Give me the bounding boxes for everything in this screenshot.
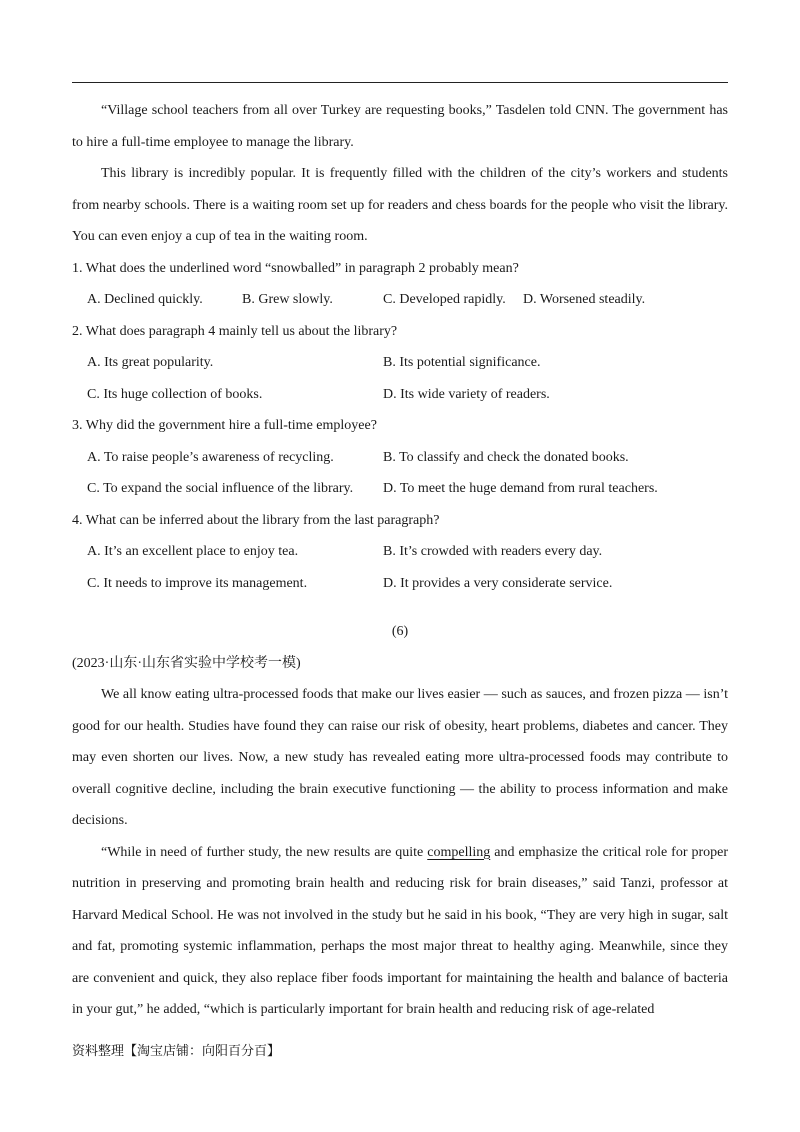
option-a: A. To raise people’s awareness of recycling. xyxy=(87,449,334,465)
question-options xyxy=(72,379,728,411)
passage-paragraph: “Village school teachers from all over Turkey are requesting books,” Tasdelen told CNN. The government has to hire a full-time employee to manage the library. xyxy=(72,103,728,150)
option-c: C. Its huge collection of books. xyxy=(87,386,263,402)
underlined-word: compelling xyxy=(427,844,491,860)
section-number: (6) xyxy=(391,624,409,639)
option-d: D. It provides a very considerate service. xyxy=(383,575,613,591)
question-stem: 2. What does paragraph 4 mainly tell us about the library? xyxy=(72,323,398,339)
header-rule xyxy=(72,82,728,83)
option-a: A. Declined quickly. xyxy=(87,292,203,307)
question-options xyxy=(72,536,728,568)
section-spacer xyxy=(72,599,728,616)
option-a: A. It’s an excellent place to enjoy tea. xyxy=(87,544,299,559)
footer-note: 资料整理【淘宝店铺：向阳百分百】 xyxy=(72,1044,281,1059)
text-run: and emphasize the critical role for proper nutrition in preserving and promoting brain health and reducing risk for brain diseases,” said Tanzi, professor at Harvard Medical School. He was not involved in the study but he said in his book, “They are very high in sugar, salt and fat, promoting systemic inflammation, perhaps the most major threat to healthy aging. Meanwhile, since they are convenient and quick, they also replace fiber foods important for maintaining the health and balance of bacteria in your gut,” he added, “which is particularly important for brain health and reducing risk of age-related xyxy=(72,844,729,1017)
question-options xyxy=(72,568,728,600)
passage-paragraph: We all know eating ultra-processed foods that make our lives easier — such as sauces, and frozen pizza — isn’t good for our health. Studies have found they can raise our risk of obesity, heart problems, diabetes and cancer. They may even shorten our lives. Now, a new study has revealed eating more ultra-processed foods may contribute to overall cognitive decline, including the brain executive functioning — the ability to process information and make decisions. xyxy=(72,687,728,828)
text-run: “While in need of further study, the new results are quite xyxy=(101,844,428,860)
passage-paragraph xyxy=(72,837,728,1026)
page-content xyxy=(72,95,728,1026)
option-a: A. Its great popularity. xyxy=(87,355,214,370)
question-stem: 1. What does the underlined word “snowballed” in paragraph 2 probably mean? xyxy=(72,260,519,276)
option-c: C. To expand the social influence of the library. xyxy=(87,481,354,496)
passage-paragraph: This library is incredibly popular. It is frequently filled with the children of the city’s workers and students from nearby schools. There is a waiting room set up for readers and chess boards for the people who visit the library. You can even enjoy a cup of tea in the waiting room. xyxy=(72,166,728,244)
question-options xyxy=(72,347,728,379)
option-c: C. It needs to improve its management. xyxy=(87,575,308,591)
option-d: D. Its wide variety of readers. xyxy=(383,386,550,402)
option-b: B. Grew slowly. xyxy=(242,292,333,307)
question-stem: 4. What can be inferred about the library from the last paragraph? xyxy=(72,512,440,528)
question-options xyxy=(72,442,728,474)
question-stem: 3. Why did the government hire a full-time employee? xyxy=(72,418,377,433)
option-c: C. Developed rapidly. xyxy=(383,292,506,307)
question-source: (2023·山东·山东省实验中学校考一模) xyxy=(72,655,301,671)
option-b: B. It’s crowded with readers every day. xyxy=(383,544,603,559)
option-d: D. To meet the huge demand from rural teachers. xyxy=(383,481,658,496)
option-b: B. Its potential significance. xyxy=(383,355,541,370)
option-d: D. Worsened steadily. xyxy=(523,292,646,307)
option-b: B. To classify and check the donated books. xyxy=(383,449,629,465)
question-options xyxy=(72,284,728,316)
question-options xyxy=(72,473,728,505)
